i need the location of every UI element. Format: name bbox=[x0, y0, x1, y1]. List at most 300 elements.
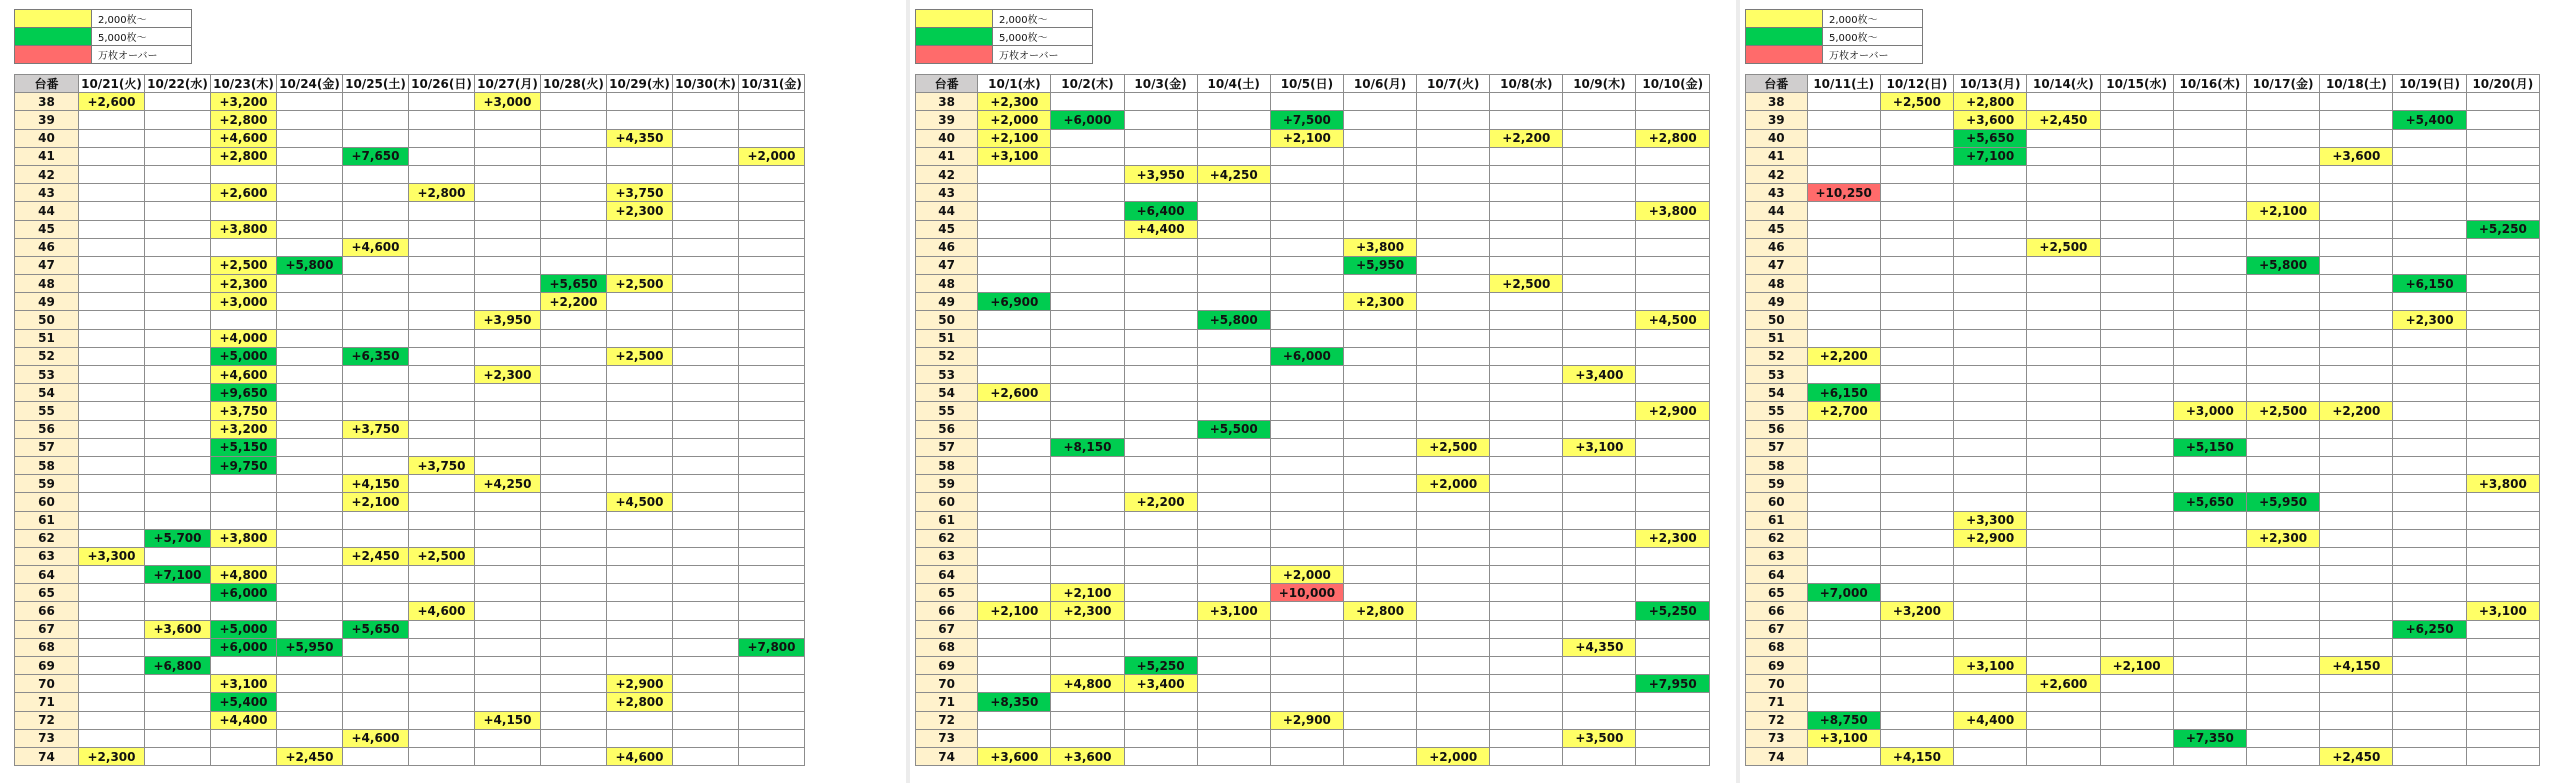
result-cell bbox=[475, 384, 541, 402]
result-cell bbox=[2100, 620, 2173, 638]
result-cell bbox=[2393, 438, 2466, 456]
result-cell bbox=[475, 329, 541, 347]
result-cell: +5,400 bbox=[2393, 111, 2466, 129]
result-cell bbox=[1807, 529, 1880, 547]
date-header: 10/28(火) bbox=[541, 75, 607, 93]
machine-number: 71 bbox=[15, 693, 79, 711]
result-cell: +2,900 bbox=[607, 675, 673, 693]
machine-number: 62 bbox=[1746, 529, 1808, 547]
result-cell bbox=[79, 347, 145, 365]
results-table bbox=[14, 74, 805, 766]
result-cell: +4,600 bbox=[607, 747, 673, 765]
result-cell bbox=[475, 529, 541, 547]
result-cell bbox=[1954, 402, 2027, 420]
table-row bbox=[916, 165, 1710, 183]
result-cell bbox=[1197, 93, 1270, 111]
result-cell bbox=[343, 529, 409, 547]
result-cell bbox=[277, 111, 343, 129]
result-cell bbox=[1636, 747, 1710, 765]
result-cell bbox=[211, 165, 277, 183]
date-header: 10/20(月) bbox=[2466, 75, 2539, 93]
result-cell bbox=[541, 693, 607, 711]
result-cell bbox=[673, 693, 739, 711]
result-cell bbox=[1051, 238, 1124, 256]
result-cell bbox=[541, 202, 607, 220]
result-cell bbox=[1270, 493, 1343, 511]
table-row bbox=[15, 456, 805, 474]
table-row bbox=[1746, 202, 2540, 220]
result-cell bbox=[1197, 384, 1270, 402]
result-cell bbox=[2100, 420, 2173, 438]
result-cell bbox=[2246, 547, 2319, 565]
result-cell bbox=[2027, 711, 2100, 729]
result-cell: +2,000 bbox=[1417, 475, 1490, 493]
result-cell bbox=[2027, 584, 2100, 602]
result-cell bbox=[1051, 475, 1124, 493]
result-cell bbox=[673, 384, 739, 402]
result-cell bbox=[475, 657, 541, 675]
result-cell bbox=[541, 584, 607, 602]
result-cell bbox=[2100, 729, 2173, 747]
table-row bbox=[916, 529, 1710, 547]
table-row bbox=[15, 566, 805, 584]
result-cell bbox=[1563, 675, 1636, 693]
date-header: 10/24(金) bbox=[277, 75, 343, 93]
result-cell bbox=[1124, 129, 1197, 147]
result-cell bbox=[2100, 384, 2173, 402]
result-cell bbox=[2320, 384, 2393, 402]
result-cell bbox=[1636, 729, 1710, 747]
machine-number: 43 bbox=[15, 184, 79, 202]
machine-number: 53 bbox=[1746, 366, 1808, 384]
result-cell bbox=[2393, 147, 2466, 165]
result-cell: +4,150 bbox=[2320, 657, 2393, 675]
result-cell bbox=[2466, 584, 2539, 602]
result-cell bbox=[79, 675, 145, 693]
result-cell bbox=[1344, 456, 1417, 474]
table-row bbox=[15, 311, 805, 329]
result-cell: +2,500 bbox=[1880, 93, 1953, 111]
result-cell bbox=[2393, 384, 2466, 402]
result-cell bbox=[343, 366, 409, 384]
result-cell: +2,600 bbox=[79, 93, 145, 111]
result-cell bbox=[1051, 493, 1124, 511]
result-cell bbox=[1124, 711, 1197, 729]
result-cell: +4,150 bbox=[343, 475, 409, 493]
result-cell bbox=[1880, 329, 1953, 347]
result-cell bbox=[2173, 566, 2246, 584]
machine-number: 45 bbox=[15, 220, 79, 238]
table-row bbox=[1746, 584, 2540, 602]
result-cell bbox=[145, 293, 211, 311]
result-cell bbox=[2027, 511, 2100, 529]
table-row bbox=[1746, 129, 2540, 147]
machine-number: 48 bbox=[1746, 275, 1808, 293]
result-cell bbox=[145, 456, 211, 474]
result-cell bbox=[475, 602, 541, 620]
result-cell bbox=[1954, 675, 2027, 693]
legend bbox=[1745, 9, 1923, 64]
result-cell bbox=[409, 511, 475, 529]
result-cell bbox=[409, 238, 475, 256]
machine-number: 57 bbox=[1746, 438, 1808, 456]
result-cell bbox=[409, 620, 475, 638]
result-cell bbox=[1270, 256, 1343, 274]
result-cell bbox=[978, 456, 1051, 474]
result-cell bbox=[409, 420, 475, 438]
result-cell bbox=[277, 566, 343, 584]
result-cell bbox=[79, 475, 145, 493]
result-cell: +3,100 bbox=[1954, 657, 2027, 675]
date-header: 10/25(土) bbox=[343, 75, 409, 93]
machine-number: 66 bbox=[916, 602, 978, 620]
result-cell bbox=[2027, 638, 2100, 656]
result-cell bbox=[1197, 711, 1270, 729]
result-cell bbox=[2246, 511, 2319, 529]
result-cell bbox=[673, 584, 739, 602]
table-row bbox=[15, 256, 805, 274]
result-cell bbox=[2320, 566, 2393, 584]
result-cell bbox=[2393, 238, 2466, 256]
result-cell bbox=[2246, 602, 2319, 620]
result-cell bbox=[145, 93, 211, 111]
table-row bbox=[916, 584, 1710, 602]
result-cell bbox=[1880, 657, 1953, 675]
result-cell bbox=[79, 384, 145, 402]
result-cell bbox=[475, 584, 541, 602]
result-cell bbox=[607, 311, 673, 329]
result-cell bbox=[1490, 566, 1563, 584]
result-cell bbox=[145, 202, 211, 220]
result-cell bbox=[79, 184, 145, 202]
result-cell: +2,600 bbox=[978, 384, 1051, 402]
result-cell bbox=[2173, 747, 2246, 765]
result-cell: +4,350 bbox=[607, 129, 673, 147]
result-cell bbox=[2466, 493, 2539, 511]
result-cell bbox=[79, 311, 145, 329]
result-cell bbox=[978, 238, 1051, 256]
result-cell bbox=[673, 293, 739, 311]
result-cell bbox=[2466, 256, 2539, 274]
result-cell bbox=[409, 347, 475, 365]
result-cell bbox=[2466, 456, 2539, 474]
date-header: 10/14(火) bbox=[2027, 75, 2100, 93]
result-cell bbox=[2466, 438, 2539, 456]
result-cell bbox=[2027, 493, 2100, 511]
result-cell bbox=[1344, 420, 1417, 438]
result-cell bbox=[1636, 293, 1710, 311]
result-cell bbox=[2320, 438, 2393, 456]
result-cell bbox=[145, 675, 211, 693]
result-cell: +7,950 bbox=[1636, 675, 1710, 693]
result-cell bbox=[1124, 438, 1197, 456]
result-cell bbox=[1197, 475, 1270, 493]
legend-row bbox=[1746, 28, 1923, 46]
result-cell: +2,200 bbox=[1807, 347, 1880, 365]
result-cell bbox=[1344, 620, 1417, 638]
result-cell bbox=[2173, 275, 2246, 293]
result-cell bbox=[2100, 529, 2173, 547]
result-cell bbox=[1563, 129, 1636, 147]
result-cell bbox=[1197, 638, 1270, 656]
result-cell bbox=[1124, 729, 1197, 747]
result-cell bbox=[2246, 275, 2319, 293]
result-cell: +2,200 bbox=[1490, 129, 1563, 147]
result-cell bbox=[1344, 747, 1417, 765]
result-cell bbox=[541, 602, 607, 620]
result-cell bbox=[541, 566, 607, 584]
result-cell bbox=[978, 657, 1051, 675]
result-cell bbox=[1563, 456, 1636, 474]
result-cell: +6,250 bbox=[2393, 620, 2466, 638]
legend-row bbox=[916, 46, 1093, 64]
result-cell bbox=[343, 438, 409, 456]
result-cell bbox=[1490, 147, 1563, 165]
result-cell bbox=[1807, 456, 1880, 474]
result-cell bbox=[2320, 620, 2393, 638]
result-cell: +3,800 bbox=[211, 529, 277, 547]
machine-number: 58 bbox=[916, 456, 978, 474]
result-cell bbox=[1563, 184, 1636, 202]
result-cell bbox=[2393, 202, 2466, 220]
result-cell bbox=[343, 111, 409, 129]
machine-number: 38 bbox=[1746, 93, 1808, 111]
result-cell bbox=[1880, 184, 1953, 202]
result-cell bbox=[2100, 493, 2173, 511]
result-cell bbox=[1417, 529, 1490, 547]
result-cell bbox=[2173, 93, 2246, 111]
result-cell bbox=[2246, 384, 2319, 402]
result-cell bbox=[2173, 675, 2246, 693]
result-cell bbox=[1270, 329, 1343, 347]
result-cell bbox=[409, 493, 475, 511]
result-cell bbox=[1807, 366, 1880, 384]
result-cell bbox=[2100, 256, 2173, 274]
result-cell bbox=[1636, 711, 1710, 729]
result-cell bbox=[2393, 220, 2466, 238]
result-cell bbox=[79, 202, 145, 220]
result-cell bbox=[541, 147, 607, 165]
result-cell bbox=[2466, 366, 2539, 384]
result-cell bbox=[145, 711, 211, 729]
table-row bbox=[1746, 475, 2540, 493]
result-cell bbox=[343, 747, 409, 765]
result-cell bbox=[1954, 311, 2027, 329]
result-cell bbox=[2466, 184, 2539, 202]
result-cell bbox=[2173, 202, 2246, 220]
date-header: 10/26(日) bbox=[409, 75, 475, 93]
result-cell bbox=[2466, 147, 2539, 165]
result-cell bbox=[1563, 147, 1636, 165]
machine-number: 53 bbox=[15, 366, 79, 384]
result-cell bbox=[409, 93, 475, 111]
result-cell bbox=[541, 529, 607, 547]
result-cell bbox=[739, 420, 805, 438]
result-cell bbox=[673, 275, 739, 293]
machine-number: 73 bbox=[1746, 729, 1808, 747]
result-cell bbox=[79, 602, 145, 620]
legend-swatch bbox=[15, 46, 92, 64]
result-cell bbox=[607, 584, 673, 602]
result-cell: +2,300 bbox=[211, 275, 277, 293]
result-cell bbox=[739, 566, 805, 584]
result-cell bbox=[1880, 402, 1953, 420]
result-cell bbox=[2393, 711, 2466, 729]
result-panel-3 bbox=[1745, 0, 2540, 783]
result-cell bbox=[79, 693, 145, 711]
table-row bbox=[1746, 456, 2540, 474]
result-cell bbox=[343, 693, 409, 711]
result-cell: +5,950 bbox=[277, 638, 343, 656]
result-cell bbox=[2320, 638, 2393, 656]
result-cell bbox=[1417, 93, 1490, 111]
result-cell bbox=[1051, 657, 1124, 675]
result-cell bbox=[1807, 220, 1880, 238]
result-cell bbox=[739, 456, 805, 474]
result-cell: +2,500 bbox=[607, 347, 673, 365]
machine-number: 47 bbox=[916, 256, 978, 274]
result-cell bbox=[1124, 693, 1197, 711]
legend-row bbox=[1746, 10, 1923, 28]
result-cell bbox=[1417, 456, 1490, 474]
result-cell bbox=[475, 675, 541, 693]
machine-number: 63 bbox=[15, 547, 79, 565]
result-cell bbox=[145, 165, 211, 183]
result-cell bbox=[1563, 529, 1636, 547]
result-cell bbox=[79, 529, 145, 547]
result-cell bbox=[2100, 602, 2173, 620]
machine-number: 49 bbox=[15, 293, 79, 311]
legend-swatch bbox=[916, 10, 993, 28]
result-cell bbox=[739, 275, 805, 293]
legend-label: 2,000枚～ bbox=[1823, 10, 1923, 28]
result-cell bbox=[673, 438, 739, 456]
result-cell bbox=[607, 566, 673, 584]
result-cell bbox=[1270, 456, 1343, 474]
result-cell bbox=[1954, 566, 2027, 584]
result-cell bbox=[2320, 456, 2393, 474]
date-header: 10/5(日) bbox=[1270, 75, 1343, 93]
result-cell bbox=[145, 420, 211, 438]
result-cell bbox=[343, 638, 409, 656]
result-cell bbox=[1490, 402, 1563, 420]
result-cell bbox=[1344, 366, 1417, 384]
result-cell bbox=[978, 275, 1051, 293]
result-cell bbox=[1270, 220, 1343, 238]
result-cell bbox=[1417, 511, 1490, 529]
result-cell bbox=[1344, 584, 1417, 602]
result-cell bbox=[1051, 511, 1124, 529]
result-cell bbox=[1124, 238, 1197, 256]
result-cell bbox=[2100, 547, 2173, 565]
result-cell bbox=[1197, 438, 1270, 456]
result-cell bbox=[541, 420, 607, 438]
result-cell bbox=[2466, 93, 2539, 111]
result-cell bbox=[2393, 366, 2466, 384]
result-cell bbox=[409, 256, 475, 274]
result-cell bbox=[2466, 202, 2539, 220]
result-cell bbox=[1807, 747, 1880, 765]
result-cell bbox=[739, 675, 805, 693]
result-cell bbox=[2246, 638, 2319, 656]
result-cell bbox=[277, 184, 343, 202]
result-cell bbox=[673, 547, 739, 565]
table-row bbox=[916, 711, 1710, 729]
machine-number: 49 bbox=[916, 293, 978, 311]
result-cell bbox=[739, 693, 805, 711]
result-cell bbox=[673, 620, 739, 638]
result-cell bbox=[2100, 438, 2173, 456]
result-cell bbox=[1051, 620, 1124, 638]
machine-number: 70 bbox=[916, 675, 978, 693]
result-cell bbox=[2246, 675, 2319, 693]
result-cell bbox=[2393, 566, 2466, 584]
date-header: 10/16(木) bbox=[2173, 75, 2246, 93]
result-cell bbox=[1344, 147, 1417, 165]
result-cell: +4,400 bbox=[211, 711, 277, 729]
result-cell bbox=[2246, 729, 2319, 747]
result-cell bbox=[1636, 456, 1710, 474]
result-cell: +3,200 bbox=[211, 420, 277, 438]
machine-number: 55 bbox=[916, 402, 978, 420]
result-cell: +5,700 bbox=[145, 529, 211, 547]
result-cell bbox=[79, 456, 145, 474]
table-row bbox=[1746, 729, 2540, 747]
result-cell bbox=[343, 165, 409, 183]
result-cell bbox=[978, 584, 1051, 602]
result-cell bbox=[277, 220, 343, 238]
result-cell bbox=[1807, 256, 1880, 274]
result-cell bbox=[145, 638, 211, 656]
machine-number: 41 bbox=[1746, 147, 1808, 165]
result-cell bbox=[409, 657, 475, 675]
result-cell bbox=[2173, 693, 2246, 711]
result-cell bbox=[343, 657, 409, 675]
result-cell bbox=[79, 657, 145, 675]
result-cell bbox=[1880, 547, 1953, 565]
machine-number: 58 bbox=[1746, 456, 1808, 474]
result-cell bbox=[541, 475, 607, 493]
result-cell bbox=[1807, 293, 1880, 311]
result-cell bbox=[343, 511, 409, 529]
result-cell bbox=[79, 711, 145, 729]
result-cell bbox=[1051, 129, 1124, 147]
result-cell bbox=[673, 675, 739, 693]
table-row bbox=[15, 729, 805, 747]
result-cell bbox=[2100, 566, 2173, 584]
result-cell bbox=[1270, 420, 1343, 438]
result-cell bbox=[145, 329, 211, 347]
result-cell bbox=[1417, 111, 1490, 129]
result-cell bbox=[739, 93, 805, 111]
result-cell bbox=[211, 729, 277, 747]
result-cell bbox=[2393, 529, 2466, 547]
result-cell bbox=[2466, 711, 2539, 729]
result-cell bbox=[2320, 347, 2393, 365]
result-cell bbox=[1197, 747, 1270, 765]
result-cell bbox=[1124, 584, 1197, 602]
date-header: 10/17(金) bbox=[2246, 75, 2319, 93]
result-cell bbox=[1880, 493, 1953, 511]
result-cell bbox=[739, 293, 805, 311]
result-cell bbox=[1807, 311, 1880, 329]
result-cell bbox=[673, 329, 739, 347]
result-cell bbox=[211, 602, 277, 620]
table-row bbox=[15, 129, 805, 147]
result-cell: +3,000 bbox=[2173, 402, 2246, 420]
result-cell bbox=[1197, 511, 1270, 529]
machine-number: 40 bbox=[15, 129, 79, 147]
